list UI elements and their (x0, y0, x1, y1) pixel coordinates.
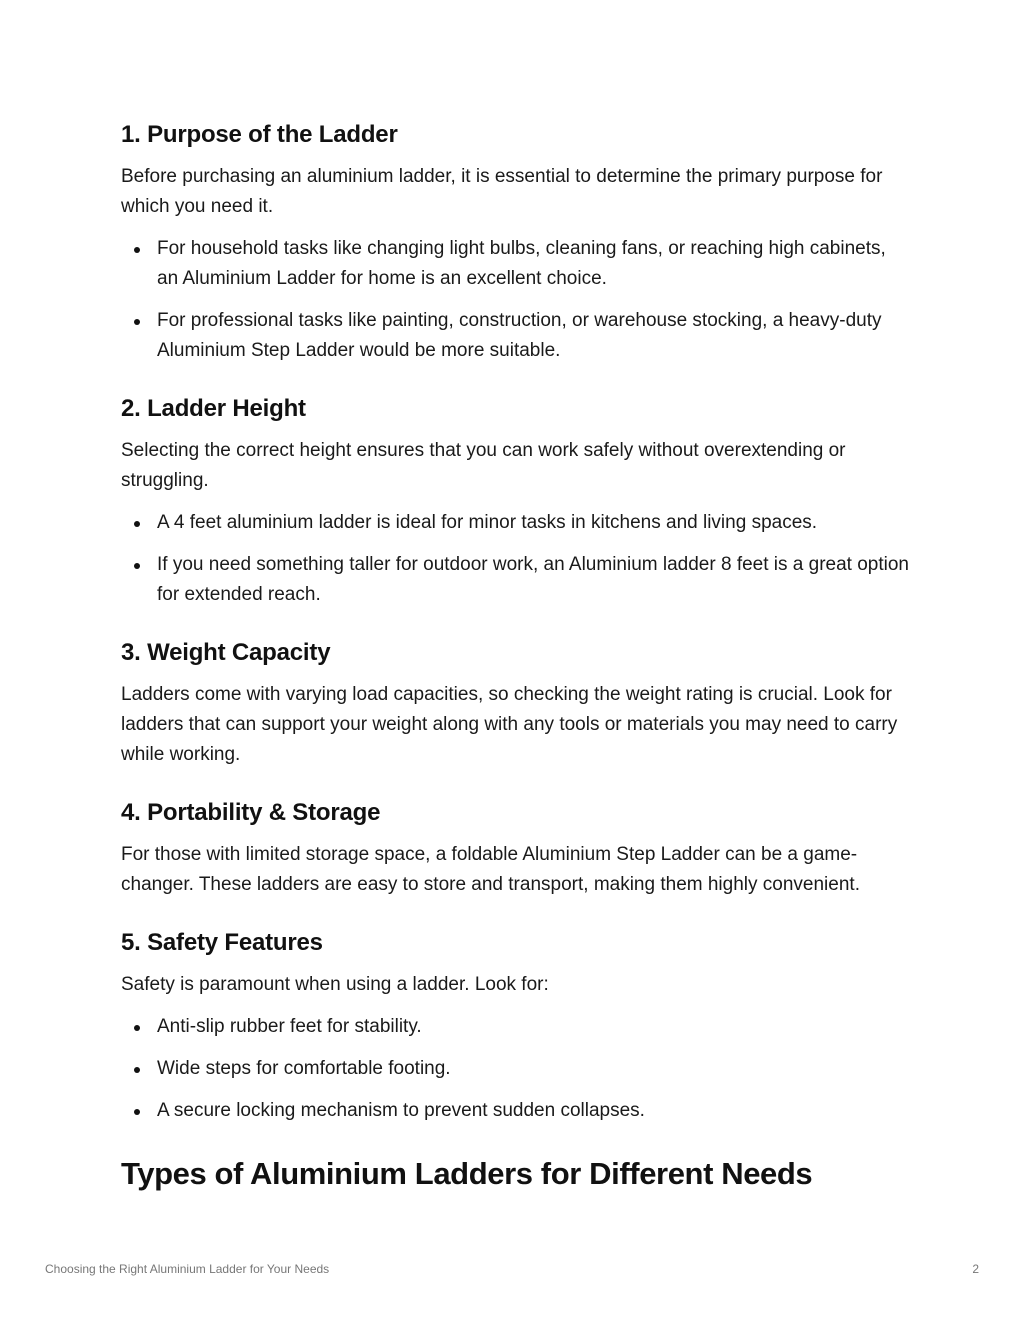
bullet-item: Anti-slip rubber feet for stability. (157, 1012, 911, 1042)
bullet-list (121, 234, 911, 366)
bullet-item: A 4 feet aluminium ladder is ideal for minor tasks in kitchens and living spaces. (157, 508, 911, 538)
section-heading: 4. Portability & Storage (121, 799, 381, 826)
bullet-item: Wide steps for comfortable footing. (157, 1054, 911, 1084)
section-heading: 3. Weight Capacity (121, 639, 331, 666)
section-paragraph: Safety is paramount when using a ladder. Look for: (121, 974, 549, 995)
bullet-item: A secure locking mechanism to prevent sudden collapses. (157, 1096, 911, 1126)
section-safety (121, 926, 911, 1126)
bullet-item: If you need something taller for outdoor work, an Aluminium ladder 8 feet is a great option for extended reach. (157, 550, 911, 610)
bullet-list (121, 1012, 911, 1126)
section-paragraph: For those with limited storage space, a foldable Aluminium Step Ladder can be a game-changer. These ladders are easy to store and transport, making them highly convenient. (121, 844, 860, 895)
section-heading: 2. Ladder Height (121, 395, 306, 422)
section-portability (121, 796, 911, 900)
section-paragraph: Selecting the correct height ensures that you can work safely without overextending or struggling. (121, 440, 846, 491)
section-weight-capacity (121, 636, 911, 770)
section-paragraph: Ladders come with varying load capacities, so checking the weight rating is crucial. Look for ladders that can support your weight along with any tools or materials you may need to carry while working. (121, 684, 898, 765)
footer-title: Choosing the Right Aluminium Ladder for Your Needs (45, 1262, 330, 1276)
document-body (121, 118, 911, 1196)
bullet-item: For professional tasks like painting, construction, or warehouse stocking, a heavy-duty Aluminium Step Ladder would be more suitable. (157, 306, 911, 366)
bullet-list (121, 508, 911, 610)
section-paragraph: Before purchasing an aluminium ladder, it is essential to determine the primary purpose for which you need it. (121, 166, 883, 217)
section-purpose (121, 118, 911, 366)
section-heading: 5. Safety Features (121, 929, 323, 956)
next-section-heading: Types of Aluminium Ladders for Different Needs (121, 1156, 813, 1191)
section-height (121, 392, 911, 610)
page-number: 2 (972, 1262, 979, 1276)
bullet-item: For household tasks like changing light bulbs, cleaning fans, or reaching high cabinets, an Aluminium Ladder for home is an excellent choice. (157, 234, 911, 294)
section-heading: 1. Purpose of the Ladder (121, 121, 398, 148)
